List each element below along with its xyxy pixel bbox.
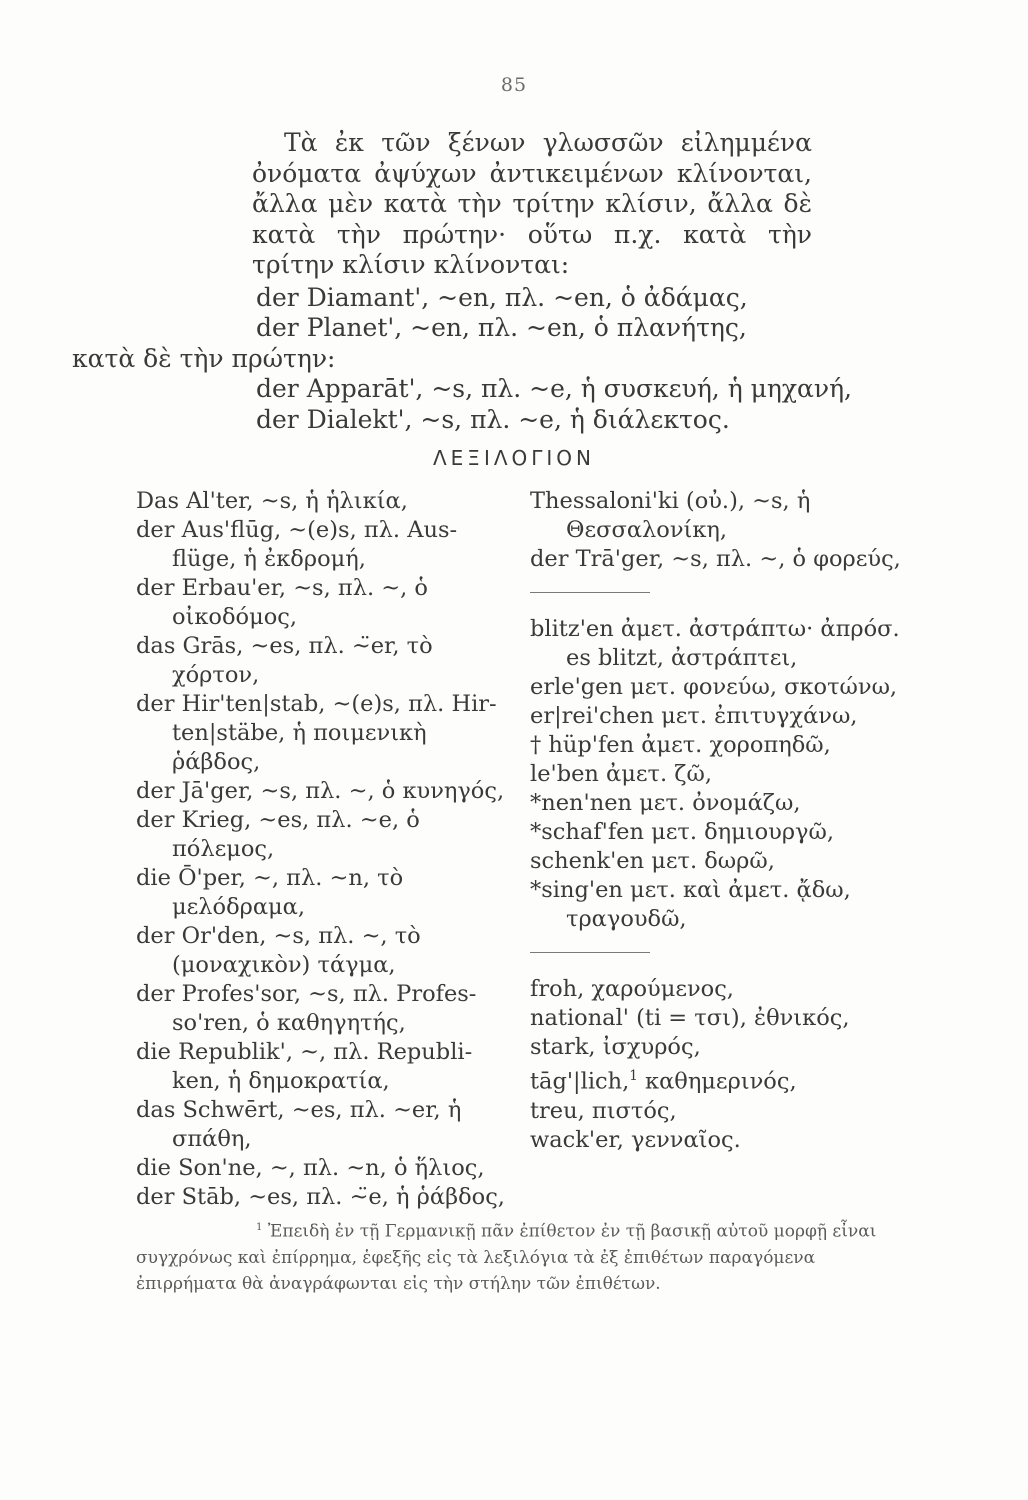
list-item: erle'gen μετ. φονεύω, σκοτώνω,	[530, 674, 898, 700]
list-item: der Hir'ten|stab, ~(e)s, πλ. Hir-ten|stäbe, ἡ ποιμενικὴ ῥάβδος,	[136, 691, 497, 775]
footnote-marker: 1	[256, 1222, 263, 1233]
list-item: *nen'nen μετ. ὀνομάζω,	[530, 790, 801, 816]
example-third-1: der Diamant', ~en, πλ. ~en, ὁ ἀδάμας,	[256, 282, 748, 312]
footnote	[136, 1215, 902, 1297]
example-third-2: der Planet', ~en, πλ. ~en, ὁ πλανήτης,	[256, 313, 747, 342]
list-item: die Republik', ~, πλ. Republi-ken, ἡ δημοκρατία,	[136, 1039, 473, 1094]
list-item: treu, πιστός,	[530, 1097, 677, 1124]
list-item: der Aus'flūg, ~(e)s, πλ. Aus-flüge, ἡ ἐκδρομή,	[136, 517, 458, 572]
list-item: die Ō'per, ~, πλ. ~n, τὸ μελόδραμα,	[136, 865, 404, 920]
list-item: blitz'en ἀμετ. ἀστράπτω· ἀπρόσ.	[530, 616, 900, 642]
list-item: der Trā'ger, ~s, πλ. ~, ὁ φορεύς,	[530, 546, 901, 572]
list-item: der Or'den, ~s, πλ. ~, τὸ (μοναχικὸν) τάγμα,	[136, 923, 421, 978]
list-item: † hüp'fen ἀμετ. χοροπηδῶ,	[530, 732, 831, 758]
divider	[530, 952, 650, 953]
example-first-2: der Dialekt', ~s, πλ. ~e, ἡ διάλεκτος.	[256, 404, 730, 434]
list-item: national' (ti = τσι), ἐθνικός,	[530, 1005, 850, 1031]
list-item: der Profes'sor, ~s, πλ. Profes-so'ren, ὁ καθηγητής,	[136, 981, 477, 1036]
list-item: froh, χαρούμενος,	[530, 976, 734, 1002]
list-item: der Jā'ger, ~s, πλ. ~, ὁ κυνηγός,	[136, 778, 505, 804]
footnote-text: Ἐπειδὴ ἐν τῇ Γερμανικῇ πᾶν ἐπίθετον ἐν τῇ βασικῇ αὐτοῦ μορφῇ εἶναι συγχρόνως καὶ ἐπίρρημα, ἑφεξῆς εἰς τὰ λεξιλόγια τὰ ἐξ ἐπιθέτων παραγόμενα ἐπιρρήματα θὰ ἀναγράφωνται εἰς τὴν στήλην τῶν ἐπιθέτων.	[136, 1221, 877, 1294]
list-item: wack'er, γενναῖος.	[530, 1126, 741, 1153]
divider	[530, 592, 650, 593]
section-title: ΛΕΞΙΛΟΓΙΟΝ	[432, 446, 596, 470]
list-item: der Krieg, ~es, πλ. ~e, ὁ πόλεμος,	[136, 807, 420, 862]
list-item	[530, 1062, 910, 1097]
list-item: *sing'en μετ. καὶ ἀμετ. ᾄδω, τραγουδῶ,	[530, 877, 851, 932]
intro-paragraph: Τὰ ἐκ τῶν ξένων γλωσσῶν εἰλημμένα ὀνόματα ἀψύχων ἀντικειμένων κλίνονται, ἄλλα μὲν κατὰ τὴν τρίτην κλίσιν, ἄλλα δὲ κατὰ τὴν πρώτην· οὕτω π.χ. κατὰ τὴν τρίτην κλίσιν κλίνονται:	[252, 128, 812, 279]
list-item: Das Al'ter, ~s, ἡ ἡλικία,	[136, 488, 408, 514]
list-item: das Schwērt, ~es, πλ. ~er, ἡ σπάθη,	[136, 1097, 462, 1152]
list-item: stark, ἰσχυρός,	[530, 1034, 701, 1060]
intro-section	[72, 128, 853, 435]
list-item: das Grās, ~es, πλ. ~̈er, τὸ χόρτον,	[136, 633, 433, 688]
list-item: schenk'en μετ. δωρῶ,	[530, 848, 775, 874]
page-number: 85	[500, 74, 528, 96]
list-item-word: tāg'|lich,	[530, 1068, 630, 1095]
list-item: es blitzt, ἀστράπτει,	[566, 645, 798, 671]
list-item-meaning: καθημερινός,	[645, 1068, 797, 1095]
example-first-1: der Apparāt', ~s, πλ. ~e, ἡ συσκευή, ἡ μηχανή,	[256, 374, 853, 403]
first-declension-label: κατὰ δὲ τὴν πρώτην:	[72, 343, 336, 373]
footnote-reference: 1	[629, 1068, 638, 1084]
list-item: der Erbau'er, ~s, πλ. ~, ὁ οἰκοδόμος,	[136, 575, 428, 630]
list-item: *schaf'fen μετ. δημιουργῶ,	[530, 819, 835, 845]
right-column	[530, 487, 910, 1155]
list-item: le'ben ἀμετ. ζῶ,	[530, 761, 712, 787]
list-item: die Son'ne, ~, πλ. ~n, ὁ ἥλιος,	[136, 1155, 485, 1181]
list-item: er|rei'chen μετ. ἐπιτυγχάνω,	[530, 703, 858, 729]
left-column	[136, 487, 514, 1212]
list-item: der Stāb, ~es, πλ. ~̈e, ἡ ῥάβδος,	[136, 1184, 505, 1210]
list-item: Thessaloni'ki (οὐ.), ~s, ἡ Θεσσαλονίκη,	[530, 488, 811, 543]
